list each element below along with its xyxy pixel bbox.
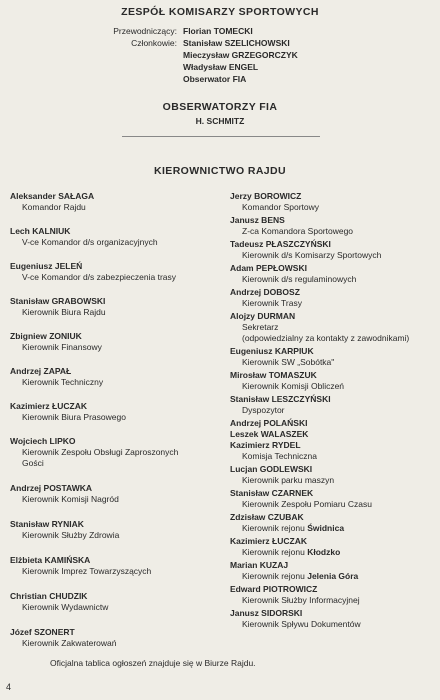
staff-entry	[10, 401, 220, 423]
staff-name: Jerzy BOROWICZ	[230, 191, 302, 201]
staff-role: Kierownik rejonu Świdnica	[242, 523, 345, 533]
staff-entry	[230, 346, 440, 368]
staff-entry	[230, 512, 440, 534]
staff-role: V-ce Komandor d/s organizacyjnych	[22, 237, 158, 247]
staff-name: Elżbieta KAMIŃSKA	[10, 555, 91, 565]
management-title: KIEROWNICTWO RAJDU	[153, 165, 287, 177]
staff-role: Kierownik Zespołu Pomiaru Czasu	[242, 499, 372, 509]
staff-name: Janusz BENS	[230, 215, 285, 225]
staff-name: Andrzej DOBOSZ	[230, 287, 300, 297]
staff-name: Eugeniusz JELEŃ	[10, 261, 83, 271]
management-left-column	[10, 191, 220, 649]
staff-role: Kierownik Biura Rajdu	[22, 307, 106, 317]
chairman-name: Florian TOMECKI	[183, 26, 253, 36]
staff-entry	[10, 191, 220, 213]
members-label: Członkowie:	[131, 38, 177, 48]
region-name: Kłodzko	[307, 547, 341, 557]
staff-name: Alojzy DURMAN	[230, 311, 296, 321]
staff-role: V-ce Komandor d/s zabezpieczenia trasy	[22, 272, 177, 282]
staff-name: Lucjan GODLEWSKI	[230, 464, 313, 474]
staff-name: Andrzej POLAŃSKI	[230, 418, 308, 428]
staff-role: Kierownik d/s Komisarzy Sportowych	[242, 250, 382, 260]
staff-name: Józef SZONERT	[10, 627, 75, 637]
staff-entry	[230, 608, 440, 630]
staff-entry	[230, 440, 440, 462]
staff-entry	[10, 627, 220, 649]
staff-role: Kierownik SW „Sobótka"	[242, 357, 335, 367]
staff-entry	[230, 394, 440, 416]
staff-entry	[230, 239, 440, 261]
staff-name: Kazimierz ŁUCZAK	[10, 401, 87, 411]
staff-role: Kierownik Trasy	[242, 298, 302, 308]
staff-role: Kierownik Imprez Towarzyszących	[22, 566, 152, 576]
staff-name: Marian KUZAJ	[230, 560, 289, 570]
staff-role: Kierownik Służby Zdrowia	[22, 530, 120, 540]
staff-role: Kierownik Zakwaterowań	[22, 638, 117, 648]
staff-role: Kierownik Biura Prasowego	[22, 412, 126, 422]
footer-note: Oficjalna tablica ogłoszeń znajduje się w Biurze Rajdu.	[50, 658, 256, 668]
staff-name: Stanisław CZARNEK	[230, 488, 314, 498]
staff-name: Janusz SIDORSKI	[230, 608, 303, 618]
staff-name: Zbigniew ZONIUK	[10, 331, 82, 341]
staff-entry	[230, 560, 440, 582]
staff-entry	[230, 536, 440, 558]
staff-entry	[10, 591, 220, 613]
staff-name: Andrzej POSTAWKA	[10, 483, 93, 493]
staff-role: Komandor Rajdu	[22, 202, 86, 212]
region-name: Jelenia Góra	[307, 571, 359, 581]
member-name: Stanisław SZELICHOWSKI	[183, 38, 290, 48]
staff-role: Kierownik rejonu Kłodzko	[242, 547, 341, 557]
staff-name: Aleksander SAŁAGA	[10, 191, 95, 201]
staff-entry	[230, 311, 440, 344]
staff-role: Kierownik parku maszyn	[242, 475, 335, 485]
region-name: Świdnica	[307, 523, 345, 533]
staff-role: Kierownik Finansowy	[22, 342, 102, 352]
staff-entry	[10, 483, 220, 505]
staff-name: Kazimierz ŁUCZAK	[230, 536, 307, 546]
chairman-label: Przewodniczący:	[113, 26, 177, 36]
staff-role: Kierownik Komisji Obliczeń	[242, 381, 345, 391]
staff-role: Z-ca Komandora Sportowego	[242, 226, 354, 236]
staff-name: Wojciech LIPKO	[10, 436, 76, 446]
staff-role: (odpowiedzialny za kontakty z zawodnikami)	[242, 333, 410, 343]
staff-entry	[10, 519, 220, 541]
staff-name: Kazimierz RYDEL	[230, 440, 301, 450]
member-name: Obserwator FIA	[183, 74, 247, 84]
staff-entry	[230, 263, 440, 285]
staff-role: Gości	[22, 458, 44, 468]
staff-role: Sekretarz	[242, 322, 279, 332]
staff-name: Zdzisław CZUBAK	[230, 512, 304, 522]
staff-name: Edward PIOTROWICZ	[230, 584, 318, 594]
staff-name: Tadeusz PŁASZCZYŃSKI	[230, 239, 331, 249]
staff-role: Kierownik Służby Informacyjnej	[242, 595, 360, 605]
staff-role: Kierownik d/s regulaminowych	[242, 274, 357, 284]
staff-name: Stanisław RYNIAK	[10, 519, 84, 529]
staff-entry	[230, 418, 440, 429]
staff-name: Stanisław GRABOWSKI	[10, 296, 106, 306]
staff-entry	[230, 584, 440, 606]
staff-entry	[10, 555, 220, 577]
staff-entry	[230, 429, 440, 440]
staff-entry	[10, 226, 220, 248]
staff-role: Komisja Techniczna	[242, 451, 317, 461]
staff-entry	[230, 370, 440, 392]
commission-block	[0, 26, 440, 86]
staff-name: Christian CHUDZIK	[10, 591, 88, 601]
member-name: Mieczysław GRZEGORCZYK	[183, 50, 298, 60]
staff-role: Kierownik Techniczny	[22, 377, 104, 387]
commission-title: ZESPÓŁ KOMISARZY SPORTOWYCH	[121, 6, 319, 18]
staff-role: Kierownik Spływu Dokumentów	[242, 619, 361, 629]
staff-entry	[230, 191, 440, 213]
staff-entry	[10, 296, 220, 318]
management-right-column	[230, 191, 440, 630]
divider	[122, 136, 320, 137]
staff-name: Leszek WALASZEK	[230, 429, 309, 439]
staff-entry	[10, 366, 220, 388]
staff-entry	[10, 261, 220, 283]
staff-role: Komandor Sportowy	[242, 202, 320, 212]
staff-role: Kierownik Wydawnictw	[22, 602, 109, 612]
page-number: 4	[6, 682, 12, 692]
staff-entry	[230, 215, 440, 237]
staff-name: Lech KALNIUK	[10, 226, 71, 236]
staff-entry	[230, 287, 440, 309]
staff-role: Dyspozytor	[242, 405, 285, 415]
staff-role: Kierownik Komisji Nagród	[22, 494, 119, 504]
observer-name: H. SCHMITZ	[195, 116, 245, 126]
staff-name: Mirosław TOMASZUK	[230, 370, 317, 380]
observers-title: OBSERWATORZY FIA	[162, 101, 278, 113]
staff-role: Kierownik Zespołu Obsługi Zaproszonych	[22, 447, 179, 457]
staff-name: Stanisław LESZCZYŃSKI	[230, 394, 331, 404]
staff-entry	[230, 464, 440, 486]
member-name: Władysław ENGEL	[183, 62, 259, 72]
staff-entry	[10, 331, 220, 353]
staff-name: Eugeniusz KARPIUK	[230, 346, 314, 356]
staff-entry	[10, 436, 220, 469]
staff-role: Kierownik rejonu Jelenia Góra	[242, 571, 359, 581]
staff-name: Andrzej ZAPAŁ	[10, 366, 72, 376]
staff-entry	[230, 488, 440, 510]
staff-name: Adam PEPŁOWSKI	[230, 263, 307, 273]
